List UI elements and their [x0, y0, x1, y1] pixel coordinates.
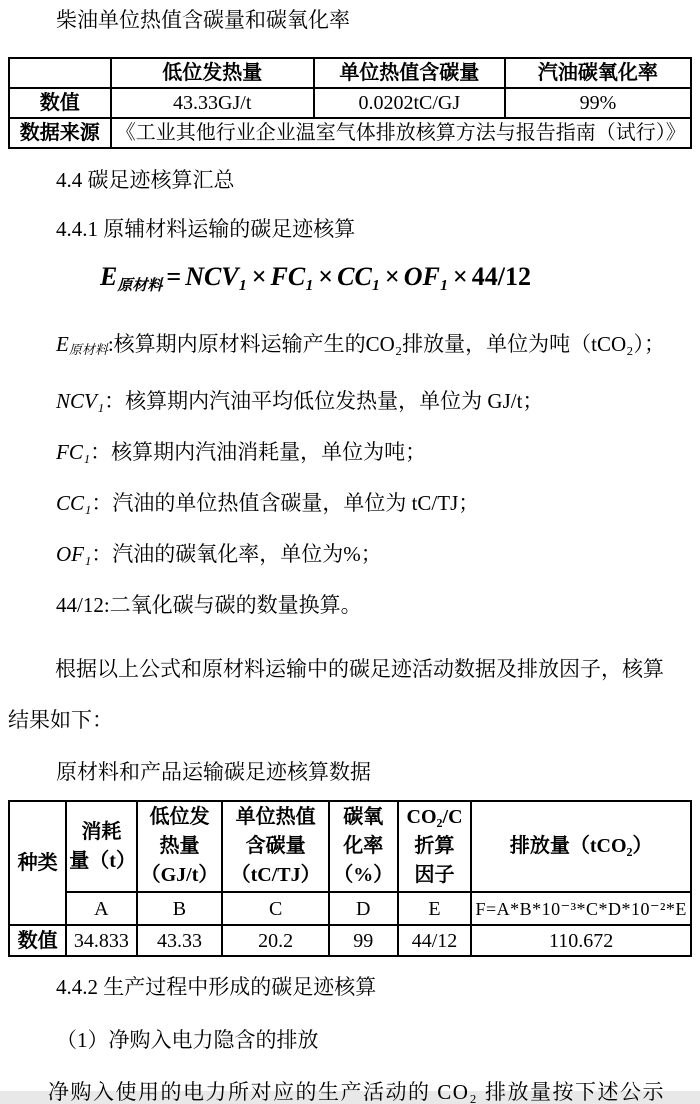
- data-cell: 110.672: [471, 925, 691, 956]
- letter-cell: A: [66, 892, 136, 925]
- table-row: [9, 925, 691, 956]
- data-cell: 44/12: [398, 925, 472, 956]
- paragraph-calc-result: 根据以上公式和原材料运输中的碳足迹活动数据及排放因子，核算结果如下：: [8, 657, 664, 732]
- header-cell: 汽油碳氧化率: [505, 58, 691, 88]
- header-line: 热量: [159, 835, 200, 857]
- corner-cell: [9, 58, 111, 88]
- definition-line-e: [8, 332, 692, 362]
- formula-var: CC₁: [337, 262, 381, 291]
- definition-var: 44/12: [56, 593, 104, 617]
- header-cell: 低位发热量: [111, 58, 314, 88]
- table-header-row: [9, 58, 691, 88]
- header-cell: 单位热值含碳量: [314, 58, 505, 88]
- header-line: 量（t）: [69, 849, 136, 872]
- definition-line-ncv1: [8, 389, 692, 413]
- header-line: （GJ/t）: [140, 864, 219, 886]
- letter-cell: D: [329, 892, 398, 925]
- formula-lhs-var: E: [100, 262, 118, 291]
- header-line: 碳氧: [343, 806, 384, 828]
- definition-var: E: [56, 332, 69, 356]
- emission-formula-cell: F=A*B*10⁻³*C*D*10⁻²*E: [471, 892, 691, 925]
- definition-var: NCV₁: [56, 389, 105, 413]
- definition-text: ：汽油的碳氧化率，单位为%；: [91, 542, 382, 566]
- row-label: 数据来源: [9, 118, 111, 148]
- definition-text: ：核算期内汽油平均低位发热量，单位为 GJ/t；: [104, 389, 544, 413]
- header-line: 单位热值: [235, 806, 316, 828]
- definition-text: :二氧化碳与碳的数量换算。: [103, 593, 362, 617]
- paragraph-electricity: 净购入使用的电力所对应的生产活动的 CO₂ 排放量按下述公示: [48, 1080, 665, 1104]
- header-line: 低位发: [149, 806, 210, 828]
- data-cell: 99%: [505, 88, 691, 118]
- data-cell: 99: [329, 925, 398, 956]
- table2-caption: 原材料和产品运输碳足迹核算数据: [56, 760, 371, 784]
- formula-lhs-subscript: 原材料: [117, 278, 163, 294]
- definition-text: ：核算期内汽油消耗量，单位为吨；: [90, 440, 427, 464]
- header-line: （%）: [333, 864, 394, 886]
- section-item-1: （1）净购入电力隐含的排放: [56, 1028, 319, 1052]
- header-cell: [137, 801, 223, 892]
- data-cell: 43.33GJ/t: [111, 88, 314, 118]
- section-heading-4-4-2: 4.4.2 生产过程中形成的碳足迹核算: [56, 975, 377, 999]
- formula-var: FC₁: [270, 262, 315, 291]
- row-label: 数值: [9, 925, 66, 956]
- times-sign: ×: [452, 262, 468, 291]
- header-cell: [329, 801, 398, 892]
- data-cell: 20.2: [222, 925, 328, 956]
- table-diesel-params: [8, 57, 692, 149]
- formula-constant: 44/12: [471, 262, 531, 291]
- definition-var: FC₁: [56, 440, 91, 464]
- table-transport-footprint: [8, 800, 692, 957]
- definition-line-fc1: [8, 440, 692, 464]
- definition-text: :核算期内原材料运输产生的CO₂排放量，单位为吨（tCO₂）；: [107, 332, 665, 356]
- definition-line-44-12: [8, 593, 692, 617]
- definition-var: CC₁: [56, 491, 92, 515]
- header-cell: [471, 801, 691, 892]
- data-cell: 43.33: [137, 925, 223, 956]
- header-cell: [66, 801, 136, 892]
- data-cell: 34.833: [66, 925, 136, 956]
- definition-line-of1: [8, 542, 692, 566]
- times-sign: ×: [318, 262, 334, 291]
- header-line: 折算: [414, 835, 455, 857]
- section-heading-4-4-1: 4.4.1 原辅材料运输的碳足迹核算: [56, 217, 356, 241]
- header-line: 排放量（tCO₂）: [509, 835, 653, 857]
- letter-cell: E: [398, 892, 472, 925]
- definition-text: ：汽油的单位热值含碳量，单位为 tC/TJ；: [91, 491, 480, 515]
- table-row: [9, 88, 691, 118]
- equals-sign: =: [166, 262, 182, 291]
- header-line: CO₂/C: [406, 806, 463, 828]
- section-heading-4-4: 4.4 碳足迹核算汇总: [56, 168, 235, 192]
- header-line: 化率: [343, 835, 384, 857]
- formula-var: NCV₁: [185, 262, 248, 291]
- table-header-row: [9, 801, 691, 892]
- times-sign: ×: [251, 262, 267, 291]
- times-sign: ×: [384, 262, 400, 291]
- data-cell: 0.0202tC/GJ: [314, 88, 505, 118]
- row-label: 数值: [9, 88, 111, 118]
- row-label-header: 种类: [9, 801, 66, 925]
- header-cell: [222, 801, 328, 892]
- formula-var: OF₁: [403, 262, 449, 291]
- source-cell: 《工业其他行业企业温室气体排放核算方法与报告指南（试行）》: [111, 118, 691, 148]
- definition-line-cc1: [8, 491, 692, 515]
- column-letter-row: [9, 892, 691, 925]
- table-row: [9, 118, 691, 148]
- formula-raw-material-emissions: [8, 260, 692, 303]
- letter-cell: C: [222, 892, 328, 925]
- header-line: （tC/TJ）: [230, 864, 321, 886]
- definition-var: OF₁: [56, 542, 92, 566]
- letter-cell: B: [137, 892, 223, 925]
- header-line: 含碳量: [245, 835, 306, 857]
- table1-caption: 柴油单位热值含碳量和碳氧化率: [56, 8, 350, 32]
- definition-subscript: 原材料: [68, 342, 108, 357]
- header-line: 因子: [414, 864, 455, 886]
- header-cell: [398, 801, 472, 892]
- header-line: 消耗: [81, 820, 122, 843]
